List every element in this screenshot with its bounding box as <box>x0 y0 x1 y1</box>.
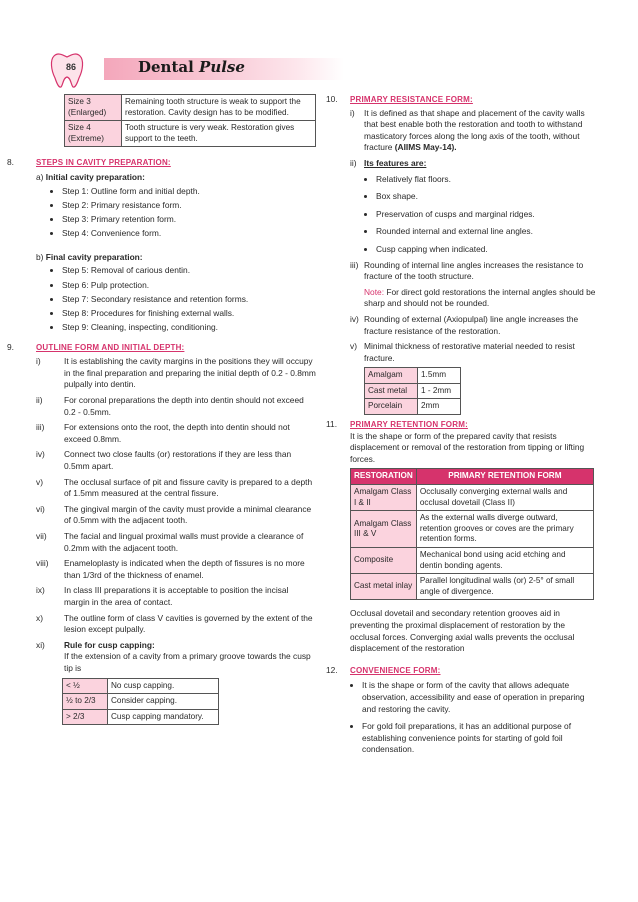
list-item <box>36 613 316 636</box>
item-number: iv) <box>350 313 359 324</box>
item-number: viii) <box>36 558 49 569</box>
sub-label: b) <box>36 251 44 262</box>
item-number: iii) <box>36 422 45 433</box>
note <box>364 287 596 310</box>
list-item: • Rounded internal and external line angles. <box>376 226 596 238</box>
desc-cell: Tooth structure is very weak. Restoration gives support to the teeth. <box>122 121 316 147</box>
cell: 1 - 2mm <box>418 383 461 399</box>
table-row <box>365 383 461 399</box>
item-number: iv) <box>36 449 45 460</box>
list-item <box>36 477 316 500</box>
cell: Amalgam <box>365 368 418 384</box>
section-title: STEPS IN CAVITY PREPARATION: <box>36 158 171 168</box>
note-text: For direct gold restorations the internal angles should be sharp and should not be rounded. <box>364 286 596 309</box>
size-table <box>64 94 316 147</box>
steps-list-b <box>36 265 316 333</box>
sub-label: a) <box>36 171 44 182</box>
table-row <box>63 694 219 710</box>
cell: Cast metal inlay <box>351 574 417 600</box>
item-text: The outline form of class V cavities is governed by the extent of the lesion except pulpally. <box>64 612 313 635</box>
column-header: RESTORATION <box>351 469 417 485</box>
table-row <box>351 485 594 511</box>
list-item <box>350 260 596 310</box>
item-text: For extensions onto the root, the depth into dentin should not exceed 0.8mm. <box>64 422 290 444</box>
list-item <box>350 158 596 256</box>
item-number: vii) <box>36 530 47 541</box>
item-text: Connect two close faults (or) restorations if they are less than 0.5mm apart. <box>64 449 292 471</box>
section-title: PRIMARY RESISTANCE FORM: <box>350 95 473 104</box>
item-text: It is establishing the cavity margins in the positions they will occupy in the final preparation and preparing the initial depth of 0.2 - 0.8mm pulpally into dentin. <box>64 356 316 390</box>
list-item <box>350 108 596 154</box>
item-number: ii) <box>350 157 357 168</box>
page-number: 86 <box>66 62 77 72</box>
sub-title: Final cavity preparation: <box>45 251 143 262</box>
item-number: v) <box>350 341 357 352</box>
item-text: In class III preparations it is acceptable to position the incisal margin in the area of contact. <box>64 585 289 607</box>
table-row <box>351 548 594 574</box>
left-column <box>7 94 316 729</box>
table-row <box>65 95 316 121</box>
table-row <box>351 511 594 548</box>
item-text: It is defined as that shape and placement of the cavity walls that best enable both the restoration and tooth to withstand masticatory forces along the long axis of the tooth, without fracture <box>364 107 585 153</box>
cell: < ½ <box>63 678 108 694</box>
cusp-table <box>62 678 219 726</box>
list-item: • Step 2: Primary resistance form. <box>62 200 316 212</box>
item-number: i) <box>36 356 41 367</box>
brand-title: Dental Pulse <box>138 58 245 76</box>
item-number: i) <box>350 107 355 118</box>
list-item: • It is the shape or form of the cavity that allows adequate observation, accessibility and ease of operation in preparing and restoring the cavity. <box>362 680 596 715</box>
item-text: The occlusal surface of pit and fissure cavity is prepared to a depth of 1.5mm measured at the central fissure. <box>64 476 313 499</box>
right-column <box>326 94 596 759</box>
list-item <box>36 449 316 472</box>
table-row <box>365 399 461 415</box>
list-item <box>36 422 316 445</box>
item-title: Its features are: <box>364 157 427 168</box>
section-number: 10. <box>326 94 338 104</box>
section-8 <box>7 157 316 333</box>
cell: ½ to 2/3 <box>63 694 108 710</box>
cell: No cusp capping. <box>108 678 219 694</box>
after-text: Occlusal dovetail and secondary retention grooves aid in preventing the proximal displacement of restoration by the occlusal forces. Converging axial walls prevents the occlusal displacement of the restoration <box>350 608 575 654</box>
convenience-list <box>350 680 596 756</box>
intro-text: It is the shape or form of the prepared cavity that resists displacement or removal of the restoration from tipping or lifting forces. <box>350 430 585 464</box>
table-row <box>351 574 594 600</box>
cell: 1.5mm <box>418 368 461 384</box>
sub-title: Initial cavity preparation: <box>45 171 145 182</box>
section-number: 11. <box>326 419 338 430</box>
cell: Parallel longitudinal walls (or) 2-5° of small angle of divergence. <box>416 574 593 600</box>
section-number: 8. <box>7 157 14 168</box>
item-number: ii) <box>36 395 43 406</box>
section-number: 9. <box>7 341 14 352</box>
item-number: vi) <box>36 503 45 514</box>
size-cell: Size 4 (Extreme) <box>65 121 122 147</box>
retention-table <box>350 468 594 600</box>
item-text: Minimal thickness of restorative material needed to resist fracture. <box>364 341 575 363</box>
section-title: CONVENIENCE FORM: <box>350 665 441 675</box>
table-row <box>65 121 316 147</box>
cell: Cusp capping mandatory. <box>108 709 219 725</box>
desc-cell: Remaining tooth structure is weak to support the restoration. Cavity design has to be modified. <box>122 95 316 121</box>
list-item: • Box shape. <box>376 191 596 203</box>
features-list <box>364 174 596 256</box>
item-text: The facial and lingual proximal walls must provide a clearance of 0.2mm with the adjacent tooth. <box>64 530 304 553</box>
item-number: x) <box>36 612 43 623</box>
list-item: • Step 9: Cleaning, inspecting, conditioning. <box>62 322 316 334</box>
list-item: • Step 5: Removal of carious dentin. <box>62 265 316 277</box>
section-10 <box>326 94 596 415</box>
note-label: Note: <box>364 286 385 297</box>
item-text: Rounding of internal line angles increases the resistance to fracture of the tooth structure. <box>364 259 584 282</box>
cell: > 2/3 <box>63 709 108 725</box>
item-text: Rounding of external (Axiopulpal) line angle increases the fracture resistance of the restoration. <box>364 313 579 336</box>
list-item: • Step 8: Procedures for finishing external walls. <box>62 308 316 320</box>
item-number: v) <box>36 476 43 487</box>
item-text: For coronal preparations the depth into dentin should not exceed 0.2 - 0.5mm. <box>64 395 304 417</box>
exam-ref: (AIIMS May-14). <box>394 142 457 153</box>
item-text: Enameloplasty is indicated when the depth of fissures is no more than 1/3rd of the thickness of enamel. <box>64 558 305 580</box>
item-title: Rule for cusp capping: <box>64 639 155 650</box>
size-cell: Size 3 (Enlarged) <box>65 95 122 121</box>
list-item: • Step 1: Outline form and initial depth. <box>62 186 316 198</box>
cell: Occlusally converging external walls and occlusal dovetail (Class II) <box>416 485 593 511</box>
list-item <box>36 531 316 554</box>
section-title: PRIMARY RETENTION FORM: <box>350 420 468 430</box>
item-text: The gingival margin of the cavity must provide a minimal clearance of 0.5mm with the adjacent tooth. <box>64 503 312 526</box>
list-item <box>36 558 316 581</box>
column-header: PRIMARY RETENTION FORM <box>416 469 593 485</box>
section-11 <box>326 419 596 655</box>
list-item <box>36 504 316 527</box>
cell: Mechanical bond using acid etching and dentin bonding agents. <box>416 548 593 574</box>
item-text: If the extension of a cavity from a primary groove towards the cusp tip is <box>64 651 311 673</box>
cell: Composite <box>351 548 417 574</box>
section-number: 12. <box>326 664 338 675</box>
list-item <box>36 395 316 418</box>
item-number: ix) <box>36 585 45 596</box>
table-row <box>365 368 461 384</box>
cell: Consider capping. <box>108 694 219 710</box>
cell: 2mm <box>418 399 461 415</box>
cell: Amalgam Class I & II <box>351 485 417 511</box>
cell: Porcelain <box>365 399 418 415</box>
list-item: • Relatively flat floors. <box>376 174 596 186</box>
list-item <box>36 356 316 391</box>
cell: As the external walls diverge outward, retention grooves or coves are the primary retention forms. <box>416 511 593 548</box>
item-number: xi) <box>36 639 45 650</box>
cell: Amalgam Class III & V <box>351 511 417 548</box>
steps-list-a <box>36 186 316 240</box>
page-header <box>20 50 638 80</box>
cell: Cast metal <box>365 383 418 399</box>
list-item: • For gold foil preparations, it has an additional purpose of establishing convenience points for starting of gold foil condensation. <box>362 721 596 756</box>
section-title: OUTLINE FORM AND INITIAL DEPTH: <box>36 342 185 352</box>
list-item: • Step 3: Primary retention form. <box>62 214 316 226</box>
list-item <box>350 314 596 337</box>
section-9 <box>7 341 316 726</box>
thickness-table <box>364 367 461 415</box>
item-number: iii) <box>350 259 359 270</box>
list-item: • Preservation of cusps and marginal ridges. <box>376 209 596 221</box>
table-row <box>63 709 219 725</box>
table-row <box>63 678 219 694</box>
list-item: • Step 7: Secondary resistance and retention forms. <box>62 294 316 306</box>
table-header-row <box>351 469 594 485</box>
list-item: • Step 6: Pulp protection. <box>62 280 316 292</box>
list-item: • Cusp capping when indicated. <box>376 244 596 256</box>
list-item <box>350 341 596 415</box>
list-item <box>36 585 316 608</box>
list-item: • Step 4: Convenience form. <box>62 228 316 240</box>
list-item <box>36 640 316 726</box>
section-12 <box>326 665 596 756</box>
